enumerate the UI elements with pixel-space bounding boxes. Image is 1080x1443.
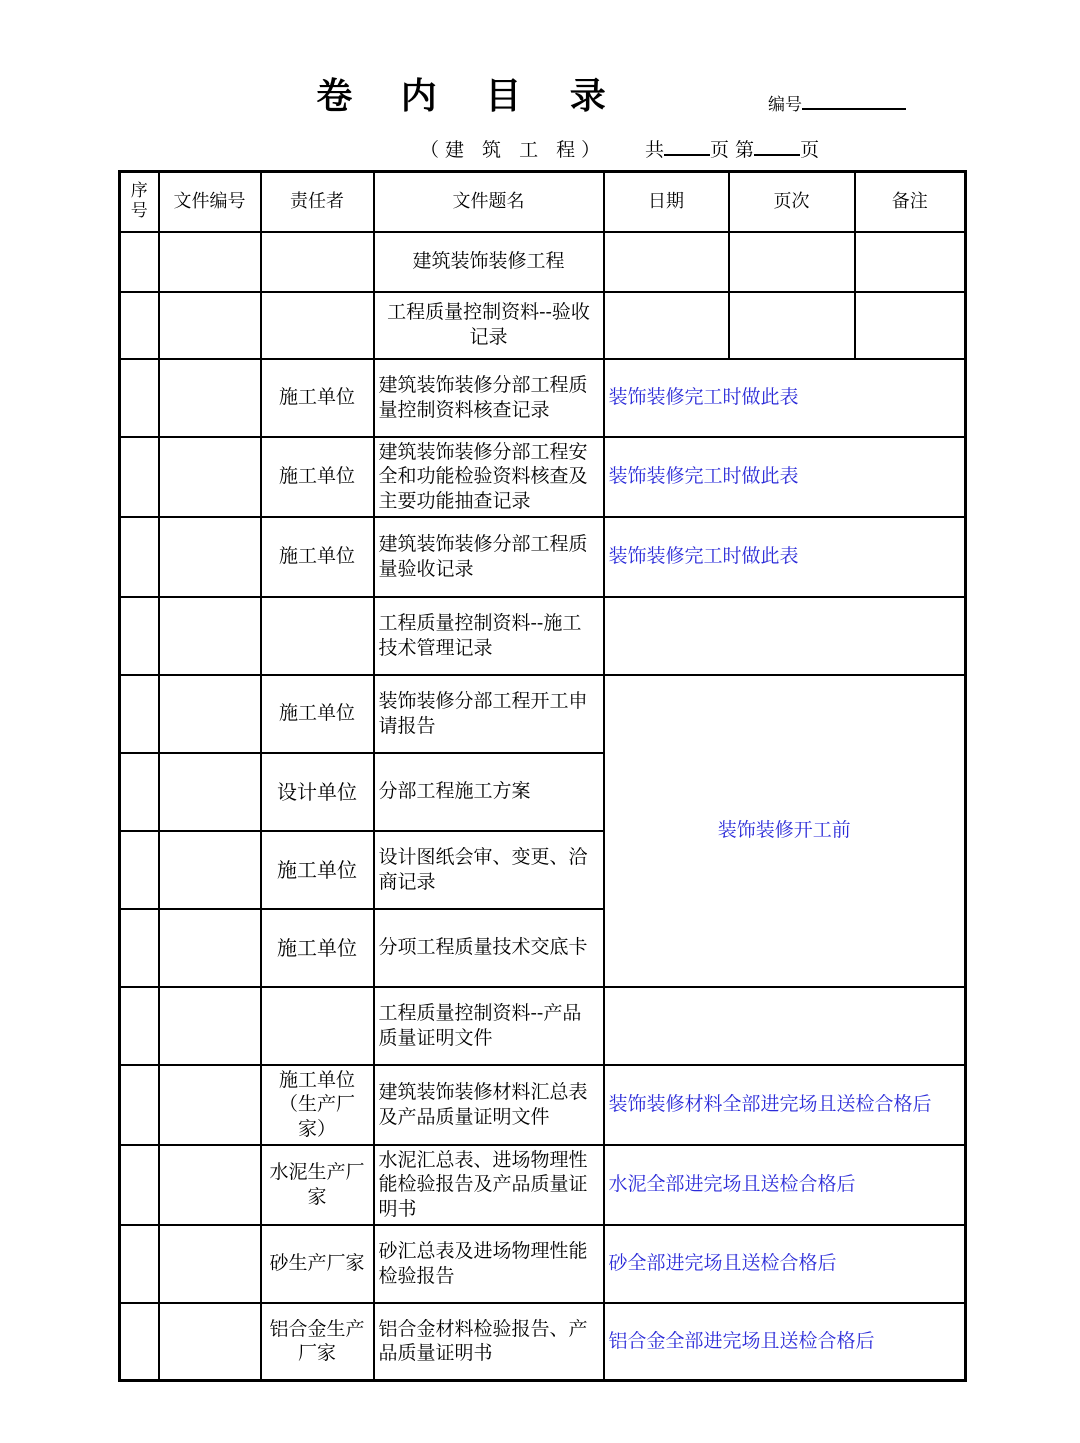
responsible-cell[interactable]: 水泥生产厂家 <box>261 1145 374 1225</box>
seq-cell[interactable] <box>120 753 159 831</box>
responsible-cell[interactable] <box>261 232 374 292</box>
table-row <box>120 1225 966 1303</box>
note-cell: 水泥全部进完场且送检合格后 <box>604 1145 966 1225</box>
file-no-cell[interactable] <box>159 597 261 675</box>
note-cell: 装饰装修完工时做此表 <box>604 517 966 597</box>
page-cell[interactable] <box>729 232 855 292</box>
table-row <box>120 437 966 517</box>
catalog-table <box>118 170 967 1382</box>
responsible-cell[interactable]: 设计单位 <box>261 753 374 831</box>
page-title: 卷 内 目 录 <box>316 76 624 117</box>
pages-total-blank[interactable] <box>664 140 710 156</box>
table-row <box>120 359 966 437</box>
seq-cell[interactable] <box>120 909 159 987</box>
file-no-cell[interactable] <box>159 292 261 359</box>
table-row <box>120 292 966 359</box>
responsible-cell[interactable]: 施工单位（生产厂家） <box>261 1065 374 1145</box>
table-row <box>120 1065 966 1145</box>
note-cell: 装饰装修完工时做此表 <box>604 359 966 437</box>
file-title-cell: 砂汇总表及进场物理性能检验报告 <box>374 1225 604 1303</box>
col-file-title: 文件题名 <box>374 172 604 232</box>
responsible-cell[interactable]: 施工单位 <box>261 517 374 597</box>
seq-cell[interactable] <box>120 831 159 909</box>
pages-current-blank[interactable] <box>754 140 800 156</box>
date-cell[interactable] <box>604 232 729 292</box>
date-cell[interactable] <box>604 292 729 359</box>
responsible-cell[interactable] <box>261 292 374 359</box>
page-count <box>645 135 819 162</box>
seq-cell[interactable] <box>120 1145 159 1225</box>
seq-cell[interactable] <box>120 292 159 359</box>
table-row <box>120 517 966 597</box>
file-title-cell: 建筑装饰装修工程 <box>374 232 604 292</box>
file-no-cell[interactable] <box>159 987 261 1065</box>
file-no-cell[interactable] <box>159 753 261 831</box>
col-remark: 备注 <box>855 172 966 232</box>
table-row <box>120 675 966 753</box>
file-title-cell: 分项工程质量技术交底卡 <box>374 909 604 987</box>
table-row <box>120 987 966 1065</box>
file-no-cell[interactable] <box>159 437 261 517</box>
seq-cell[interactable] <box>120 517 159 597</box>
seq-cell[interactable] <box>120 359 159 437</box>
responsible-cell[interactable] <box>261 597 374 675</box>
file-no-cell[interactable] <box>159 517 261 597</box>
responsible-cell[interactable]: 施工单位 <box>261 675 374 753</box>
table-row <box>120 232 966 292</box>
col-file-no: 文件编号 <box>159 172 261 232</box>
seq-cell[interactable] <box>120 1065 159 1145</box>
file-title-cell: 设计图纸会审、变更、洽商记录 <box>374 831 604 909</box>
remark-cell[interactable] <box>855 232 966 292</box>
serial-number-field <box>768 90 906 115</box>
serial-label: 编号 <box>768 95 802 115</box>
file-no-cell[interactable] <box>159 831 261 909</box>
responsible-cell[interactable]: 施工单位 <box>261 831 374 909</box>
file-no-cell[interactable] <box>159 232 261 292</box>
col-page: 页次 <box>729 172 855 232</box>
col-seq: 序号 <box>120 172 159 232</box>
pages-total-label: 共 <box>645 139 665 161</box>
file-title-cell: 装饰装修分部工程开工申请报告 <box>374 675 604 753</box>
file-title-cell: 工程质量控制资料--施工技术管理记录 <box>374 597 604 675</box>
note-cell: 装饰装修开工前 <box>604 675 966 987</box>
file-title-cell: 建筑装饰装修分部工程质量验收记录 <box>374 517 604 597</box>
file-title-cell: 工程质量控制资料--验收记录 <box>374 292 604 359</box>
note-cell <box>604 597 966 675</box>
responsible-cell[interactable]: 铝合金生产厂家 <box>261 1303 374 1381</box>
header-row <box>120 172 966 232</box>
remark-cell[interactable] <box>855 292 966 359</box>
page-cell[interactable] <box>729 292 855 359</box>
note-cell: 装饰装修材料全部进完场且送检合格后 <box>604 1065 966 1145</box>
file-no-cell[interactable] <box>159 1145 261 1225</box>
file-no-cell[interactable] <box>159 909 261 987</box>
file-title-cell: 建筑装饰装修分部工程质量控制资料核查记录 <box>374 359 604 437</box>
seq-cell[interactable] <box>120 987 159 1065</box>
col-responsible: 责任者 <box>261 172 374 232</box>
file-no-cell[interactable] <box>159 1225 261 1303</box>
file-no-cell[interactable] <box>159 359 261 437</box>
table-row <box>120 597 966 675</box>
responsible-cell[interactable]: 施工单位 <box>261 359 374 437</box>
page-subtitle: （建 筑 工 程） <box>420 139 607 161</box>
file-title-cell: 建筑装饰装修分部工程安全和功能检验资料核查及主要功能抽查记录 <box>374 437 604 517</box>
seq-cell[interactable] <box>120 675 159 753</box>
responsible-cell[interactable]: 施工单位 <box>261 909 374 987</box>
responsible-cell[interactable]: 砂生产厂家 <box>261 1225 374 1303</box>
file-no-cell[interactable] <box>159 1303 261 1381</box>
pages-end-label: 页 <box>800 139 820 161</box>
pages-mid-label: 页 第 <box>710 139 755 161</box>
table-row <box>120 1303 966 1381</box>
seq-cell[interactable] <box>120 437 159 517</box>
file-title-cell: 水泥汇总表、进场物理性能检验报告及产品质量证明书 <box>374 1145 604 1225</box>
file-title-cell: 分部工程施工方案 <box>374 753 604 831</box>
note-cell: 装饰装修完工时做此表 <box>604 437 966 517</box>
file-title-cell: 建筑装饰装修材料汇总表及产品质量证明文件 <box>374 1065 604 1145</box>
seq-cell[interactable] <box>120 232 159 292</box>
file-title-cell: 铝合金材料检验报告、产品质量证明书 <box>374 1303 604 1381</box>
seq-cell[interactable] <box>120 1303 159 1381</box>
note-cell <box>604 987 966 1065</box>
table-row <box>120 1145 966 1225</box>
file-no-cell[interactable] <box>159 1065 261 1145</box>
serial-blank[interactable] <box>802 96 906 110</box>
seq-cell[interactable] <box>120 597 159 675</box>
file-no-cell[interactable] <box>159 675 261 753</box>
note-cell: 铝合金全部进完场且送检合格后 <box>604 1303 966 1381</box>
col-date: 日期 <box>604 172 729 232</box>
seq-cell[interactable] <box>120 1225 159 1303</box>
responsible-cell[interactable] <box>261 987 374 1065</box>
file-title-cell: 工程质量控制资料--产品质量证明文件 <box>374 987 604 1065</box>
responsible-cell[interactable]: 施工单位 <box>261 437 374 517</box>
note-cell: 砂全部进完场且送检合格后 <box>604 1225 966 1303</box>
